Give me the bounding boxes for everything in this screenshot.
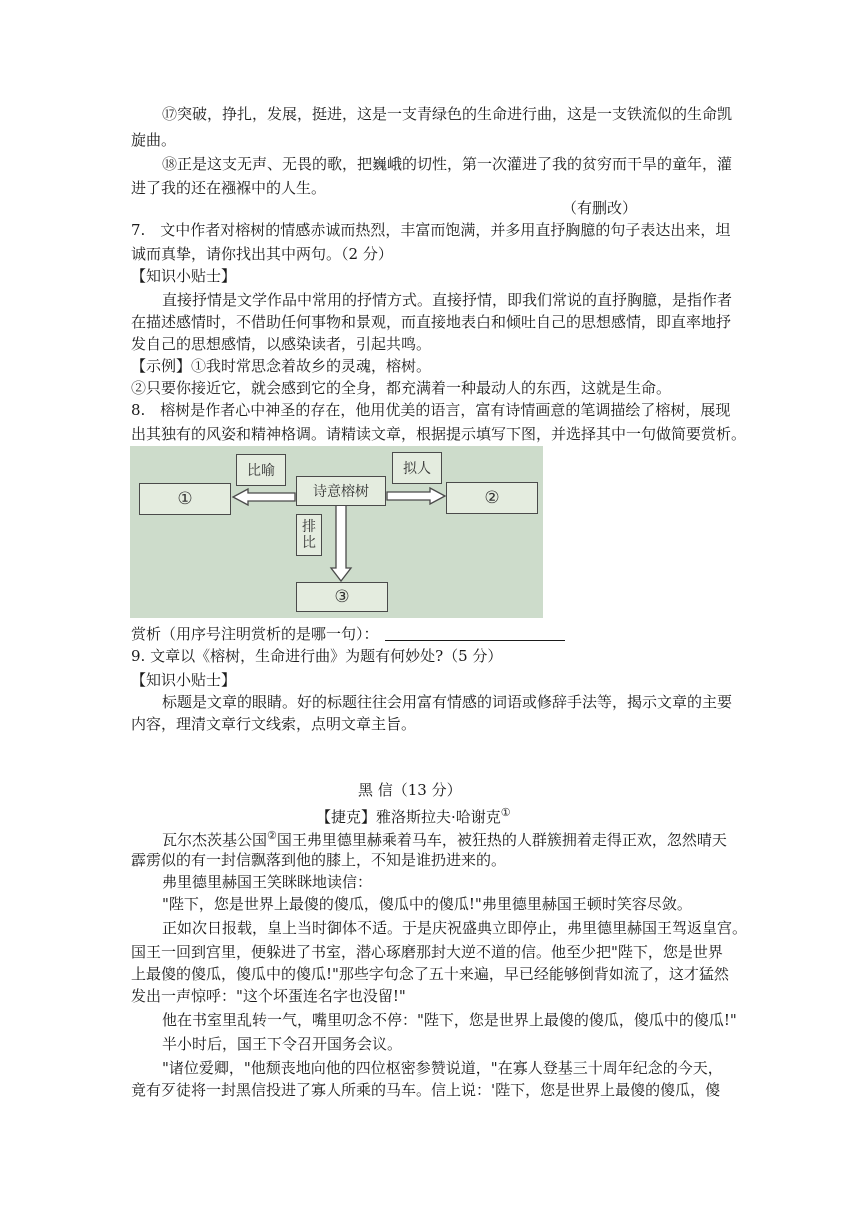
- q7-tip-line-2: 在描述感情时，不借助任何事物和景观，而直接地表白和倾吐自己的思想感情，即直率地抒: [131, 313, 732, 331]
- q8-answer-prompt: 赏析（用序号注明赏析的是哪一句）：: [131, 625, 379, 643]
- story-author-text: 【捷克】雅洛斯拉夫·哈谢克: [316, 808, 501, 826]
- paragraph-17-line-2: 旋曲。: [131, 131, 177, 149]
- banyan-diagram: [130, 446, 543, 618]
- question-7-line-1: 7. 文中作者对榕树的情感赤诚而热烈，丰富而饱满，并多用直抒胸臆的句子表达出来，坦: [131, 221, 731, 239]
- slot-2-box: [446, 482, 538, 514]
- q7-tip-line-1: 直接抒情是文学作品中常用的抒情方式。直接抒情，即我们常说的直抒胸臆，是指作者: [162, 291, 733, 309]
- q7-example: [131, 356, 431, 376]
- slot-1-box: [139, 483, 231, 515]
- question-8-line-2: 出其独有的风姿和精神格调。请精读文章，根据提示填写下图，并选择其中一句做简要赏析。: [131, 425, 747, 443]
- paragraph-18-line-1: ⑱正是这支无声、无畏的歌，把巍峨的切性，第一次灌进了我的贫穷而干旱的童年，灌: [162, 155, 733, 173]
- story-line-9: 他在书室里乱转一气，嘴里叨念不停："陛下，您是世界上最傻的傻瓜，傻瓜中的傻瓜!": [162, 1011, 737, 1029]
- q9-tip-line-1: 标题是文章的眼睛。好的标题往往会用富有情感的词语或修辞手法等，揭示文章的主要: [162, 693, 733, 711]
- story-line-2: 霹雳似的有一封信飘落到他的膝上，不知是谁扔进来的。: [131, 851, 507, 869]
- footnote-mark-2: ②: [267, 829, 277, 842]
- answer-blank[interactable]: [385, 626, 565, 641]
- story-line-1: [162, 826, 727, 850]
- story-line-4: "陛下，您是世界上最傻的傻瓜，傻瓜中的傻瓜!"弗里德里赫国王顿时笑容尽敛。: [162, 895, 692, 913]
- q7-example-1: ①我时常思念着故乡的灵魂，榕树。: [191, 357, 432, 375]
- story-line-6: 国王一回到宫里，便躲进了书室，潜心琢磨那封大逆不道的信。他至少把"陛下，您是世界: [131, 943, 723, 961]
- story-line-8: 发出一声惊呼："这个坏蛋连名字也没留!": [131, 987, 406, 1005]
- left-arrow: [233, 489, 295, 505]
- center-box: 诗意榕树: [296, 476, 386, 506]
- q7-tip-title: 【知识小贴士】: [131, 267, 237, 285]
- down-arrow: [331, 504, 351, 581]
- abridged-note: （有删改）: [562, 199, 638, 217]
- author-footnote-mark: ①: [500, 806, 511, 819]
- story-title: 黑 信（13 分）: [358, 781, 462, 799]
- story-line-10: 半小时后，国王下令召开国务会议。: [162, 1035, 403, 1053]
- question-9-line-1: 9. 文章以《榕树，生命进行曲》为题有何妙处?（5 分）: [131, 647, 503, 665]
- story-line-1a: 瓦尔杰茨基公国: [162, 831, 268, 849]
- label-parallelism-2: 比: [302, 535, 316, 551]
- right-arrow: [387, 488, 445, 504]
- q7-example-2: ②只要你接近它，就会感到它的全身，都充满着一种最动人的东西，这就是生命。: [131, 379, 672, 397]
- story-line-7: 上最傻的傻瓜，傻瓜中的傻瓜!"那些字句念了五十来遍，早已经能够倒背如流了，这才猛然: [131, 965, 729, 983]
- story-line-3: 弗里德里赫国王笑眯眯地读信：: [162, 873, 373, 891]
- label-parallelism-1: 排: [302, 519, 316, 535]
- slot-2-label: ②: [484, 488, 500, 508]
- story-line-11: "诸位爱卿，"他颓丧地向他的四位枢密参赞说道，"在寡人登基三十周年纪念的今天，: [162, 1059, 723, 1077]
- story-line-5: 正如次日报载，皇上当时御体不适。于是庆祝盛典立即停止，弗里德里赫国王驾返皇宫。: [162, 919, 748, 937]
- q9-tip-title: 【知识小贴士】: [131, 671, 237, 689]
- q8-answer-line: [131, 624, 565, 644]
- story-line-1b: 国王弗里德里赫乘着马车，被狂热的人群簇拥着走得正欢，忽然晴天: [276, 831, 727, 849]
- slot-3-label: ③: [334, 587, 350, 607]
- question-7-line-2: 诚而真挚，请你找出其中两句。（2 分）: [131, 245, 393, 263]
- story-line-12: 竟有歹徒将一封黑信投进了寡人所乘的马车。信上说：'陛下，您是世界上最傻的傻瓜，傻: [131, 1081, 721, 1099]
- label-parallelism: [296, 514, 322, 556]
- question-8-line-1: 8. 榕树是作者心中神圣的存在，他用优美的语言，富有诗情画意的笔调描绘了榕树，展现: [131, 401, 731, 419]
- q9-tip-line-2: 内容，理清文章行文线索，点明文章主旨。: [131, 715, 417, 733]
- label-personification: 拟人: [392, 452, 442, 484]
- paragraph-18-line-2: 进了我的还在襁褓中的人生。: [131, 179, 327, 197]
- paragraph-17-line-1: ⑰突破，挣扎，发展，挺进，这是一支青绿色的生命进行曲，这是一支铁流似的生命凯: [162, 105, 733, 123]
- q7-tip-line-3: 发自己的思想感情，以感染读者，引起共鸣。: [131, 335, 432, 353]
- story-author: [316, 803, 511, 827]
- slot-3-box: [296, 582, 388, 612]
- label-metaphor: 比喻: [236, 454, 286, 486]
- q7-example-label: 【示例】: [131, 357, 192, 375]
- slot-1-label: ①: [177, 489, 193, 509]
